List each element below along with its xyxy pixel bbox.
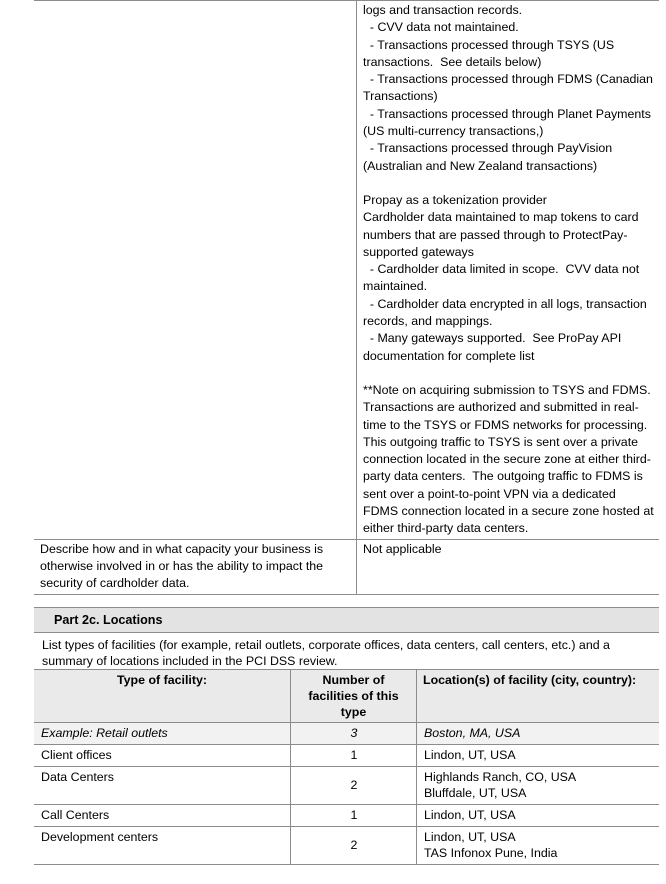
table-row	[34, 766, 659, 804]
location-line: Lindon, UT, USA	[424, 807, 516, 822]
text-line: (US multi-currency transactions,)	[363, 124, 544, 139]
part2b-row1-left-cell	[34, 1, 357, 540]
impact-question: Describe how and in what capacity your business is otherwise involved in or has the ability to impact the security of cardholder data.	[34, 539, 357, 594]
text-line: - Transactions processed through Planet Payments	[363, 106, 651, 121]
facility-count: 1	[291, 804, 417, 826]
facility-locations	[417, 744, 660, 766]
facility-count: 2	[291, 826, 417, 864]
table-row	[34, 539, 659, 594]
text-line: Propay as a tokenization provider	[363, 192, 547, 207]
text-line: - Cardholder data encrypted in all logs, transaction	[363, 296, 647, 311]
table-row	[34, 804, 659, 826]
text-line: - Cardholder data limited in scope. CVV data not	[363, 262, 640, 277]
location-line: Highlands Ranch, CO, USA	[424, 769, 577, 784]
facility-type: Example: Retail outlets	[34, 722, 291, 744]
text-line: Transactions are authorized and submitted in real-	[363, 400, 639, 415]
text-line: - Many gateways supported. See ProPay API	[363, 331, 622, 346]
facility-type: Data Centers	[34, 766, 291, 804]
text-line: documentation for complete list	[363, 348, 535, 363]
document-page	[34, 0, 659, 865]
facility-locations	[417, 826, 660, 864]
table-row	[34, 826, 659, 864]
header-count: Number of facilities of this type	[291, 669, 417, 722]
paragraph-gap	[363, 365, 655, 382]
text-line: either third-party data centers.	[363, 521, 529, 536]
text-line: records, and mappings.	[363, 314, 493, 329]
locations-table	[34, 669, 659, 865]
text-line: - CVV data not maintained.	[363, 20, 519, 35]
example-row	[34, 722, 659, 744]
location-line: Lindon, UT, USA	[424, 829, 516, 844]
text-line: numbers that are passed through to ProtectPay-	[363, 227, 628, 242]
text-line: - Transactions processed through TSYS (US	[363, 37, 615, 52]
location-line: TAS Infonox Pune, India	[424, 845, 558, 860]
table-header-row	[34, 669, 659, 722]
paragraph-gap	[363, 175, 655, 192]
header-type: Type of facility:	[34, 669, 291, 722]
text-line: connection located in the secure zone at either third-	[363, 452, 651, 467]
section-heading-part2c: Part 2c. Locations	[34, 607, 659, 633]
header-location: Location(s) of facility (city, country):	[417, 669, 660, 722]
text-line: time to the TSYS or FDMS networks for processing.	[363, 417, 648, 432]
location-line: Bluffdale, UT, USA	[424, 785, 527, 800]
text-line: transactions. See details below)	[363, 54, 542, 69]
table-row	[34, 744, 659, 766]
location-line: Lindon, UT, USA	[424, 747, 516, 762]
facility-locations	[417, 804, 660, 826]
text-line: FDMS connection located in a secure zone hosted at	[363, 504, 654, 519]
section-description: List types of facilities (for example, retail outlets, corporate offices, data centers, call centers, etc.) and a summary of locations included in the PCI DSS review.	[42, 637, 610, 668]
text-line: - Transactions processed through FDMS (Canadian	[363, 72, 653, 87]
facility-count: 3	[291, 722, 417, 744]
text-line: logs and transaction records.	[363, 3, 523, 17]
facility-locations	[417, 766, 660, 804]
text-line: maintained.	[363, 279, 428, 294]
text-line: sent over a point-to-point VPN via a dedicated	[363, 486, 616, 501]
text-line: supported gateways	[363, 244, 474, 259]
facility-count: 1	[291, 744, 417, 766]
text-line: This outgoing traffic to TSYS is sent over a private	[363, 434, 639, 449]
facility-type: Development centers	[34, 826, 291, 864]
part2b-table	[34, 0, 659, 595]
impact-answer: Not applicable	[357, 539, 660, 594]
text-line: Cardholder data maintained to map tokens to card	[363, 210, 639, 225]
text-line: party data centers. The outgoing traffic to FDMS is	[363, 469, 643, 484]
text-line: (Australian and New Zealand transactions)	[363, 158, 598, 173]
facility-type: Call Centers	[34, 804, 291, 826]
facility-count: 2	[291, 766, 417, 804]
table-row	[34, 1, 659, 540]
text-line: **Note on acquiring submission to TSYS and FDMS.	[363, 382, 651, 397]
facility-locations	[417, 722, 660, 744]
part2b-row1-right-cell	[357, 1, 660, 540]
location-line: Boston, MA, USA	[424, 725, 521, 740]
text-line: Transactions)	[363, 89, 438, 104]
facility-type: Client offices	[34, 744, 291, 766]
text-line: - Transactions processed through PayVision	[363, 141, 613, 156]
